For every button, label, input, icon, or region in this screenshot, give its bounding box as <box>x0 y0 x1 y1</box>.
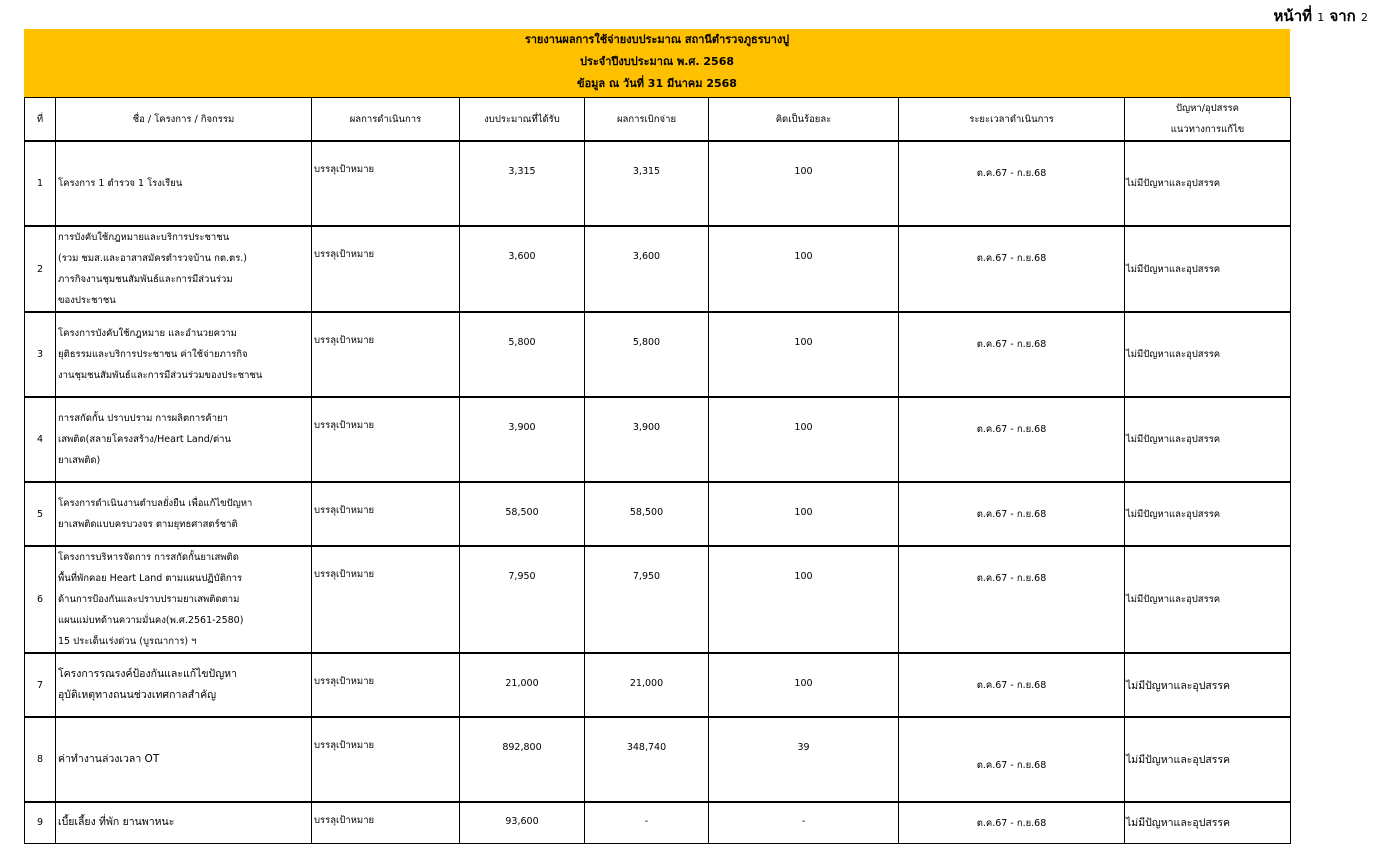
row-percent <box>709 717 899 802</box>
row-period-text: ต.ค.67 - ก.ย.68 <box>976 680 1047 691</box>
row-spent <box>585 546 709 653</box>
page-indicator <box>1274 4 1368 28</box>
table-row <box>25 717 1291 802</box>
data-as-of-date: ข้อมูล ณ วันที่ 31 มีนาคม 2568 <box>577 77 737 90</box>
row-name-line: โครงการ 1 ตำรวจ 1 โรงเรียน <box>58 178 183 189</box>
row-spent-text: 3,600 <box>632 251 661 262</box>
row-percent-text: 100 <box>794 422 813 433</box>
row-period-text: ต.ค.67 - ก.ย.68 <box>976 424 1047 435</box>
row-budget-text: 58,500 <box>505 507 539 518</box>
row-name <box>56 546 312 653</box>
table-row <box>25 482 1291 546</box>
row-name <box>56 482 312 546</box>
page-label: หน้าที่ <box>1273 7 1312 25</box>
row-spent <box>585 717 709 802</box>
row-budget <box>460 482 585 546</box>
row-result <box>312 546 460 653</box>
page-current: 1 <box>1317 11 1325 24</box>
report-banner <box>24 29 1290 97</box>
row-problem <box>1125 546 1291 653</box>
row-no-text: 9 <box>36 817 44 829</box>
row-problem-text: ไม่มีปัญหาและอุปสรรค <box>1126 817 1231 830</box>
row-period <box>899 312 1125 397</box>
row-budget-text: 5,800 <box>508 337 536 348</box>
row-name-line: เสพติด(สลายโครงสร้าง/Heart Land/ต่าน <box>58 434 231 445</box>
row-name-line: ค่าทำงานล่วงเวลา OT <box>58 753 160 765</box>
row-result-text: บรรลุเป้าหมาย <box>314 815 375 826</box>
header-name: ชื่อ / โครงการ / กิจกรรม <box>56 98 312 142</box>
row-budget-text: 93,600 <box>505 816 539 827</box>
row-problem-text: ไม่มีปัญหาและอุปสรรค <box>1126 178 1221 189</box>
row-problem <box>1125 482 1291 546</box>
row-period <box>899 546 1125 653</box>
row-budget-text: 21,000 <box>505 678 539 689</box>
row-name-line: เบี้ยเลี้ยง ที่พัก ยานพาหนะ <box>58 816 175 829</box>
header-no: ที่ <box>25 98 56 142</box>
table-row <box>25 653 1291 717</box>
row-period <box>899 397 1125 482</box>
row-percent-text: 100 <box>794 507 813 518</box>
row-name-line: งานชุมชนสัมพันธ์และการมีส่วนร่วมของประชาชน <box>58 370 263 381</box>
table-row <box>25 226 1291 312</box>
row-problem <box>1125 397 1291 482</box>
row-no <box>25 141 56 226</box>
row-problem-text: ไม่มีปัญหาและอุปสรรค <box>1126 263 1221 275</box>
row-period <box>899 226 1125 312</box>
row-spent <box>585 226 709 312</box>
row-budget <box>460 802 585 843</box>
row-no-text: 4 <box>36 434 44 445</box>
row-budget-text: 3,315 <box>508 166 536 177</box>
row-no <box>25 653 56 717</box>
row-name-line: ยาเสพติด) <box>58 455 101 466</box>
row-name-line: ด้านการป้องกันและปราบปรามยาเสพติดตาม <box>58 594 240 605</box>
row-name <box>56 226 312 312</box>
budget-report-table <box>24 97 1291 844</box>
row-problem-text: ไม่มีปัญหาและอุปสรรค <box>1126 679 1231 692</box>
row-no-text: 5 <box>36 508 44 520</box>
row-result-text: บรรลุเป้าหมาย <box>314 420 375 431</box>
table-row <box>25 546 1291 653</box>
row-spent-text: 5,800 <box>632 337 661 348</box>
table-row <box>25 802 1291 843</box>
row-percent-text: 100 <box>794 337 813 348</box>
row-problem-text: ไม่มีปัญหาและอุปสรรค <box>1126 349 1221 360</box>
row-result-text: บรรลุเป้าหมาย <box>314 164 375 175</box>
row-budget-text: 892,800 <box>502 742 542 753</box>
row-problem-text: ไม่มีปัญหาและอุปสรรค <box>1126 754 1231 766</box>
row-spent-text: 348,740 <box>626 742 667 753</box>
row-result <box>312 717 460 802</box>
row-result <box>312 397 460 482</box>
row-spent-text: 58,500 <box>629 507 664 518</box>
row-problem <box>1125 141 1291 226</box>
row-spent <box>585 482 709 546</box>
table-row <box>25 397 1291 482</box>
row-spent-text: 3,900 <box>632 422 661 433</box>
row-result <box>312 653 460 717</box>
header-budget: งบประมาณที่ได้รับ <box>460 98 585 142</box>
row-name-line: โครงการดำเนินงานตำบลยั่งยืน เพื่อแก้ไขปัญหา <box>58 498 253 509</box>
row-period <box>899 717 1125 802</box>
row-percent <box>709 546 899 653</box>
row-name-line: ของประชาชน <box>58 295 116 306</box>
row-result <box>312 802 460 843</box>
row-problem <box>1125 653 1291 717</box>
row-no <box>25 226 56 312</box>
row-name-line: ยาเสพติดแบบครบวงจร ตามยุทธศาสตร์ชาติ <box>58 519 238 530</box>
row-result-text: บรรลุเป้าหมาย <box>314 676 375 687</box>
row-no-text: 3 <box>36 349 44 360</box>
row-problem-text: ไม่มีปัญหาและอุปสรรค <box>1126 508 1221 520</box>
row-spent-text: 21,000 <box>629 678 664 689</box>
row-period <box>899 653 1125 717</box>
row-percent <box>709 802 899 843</box>
row-problem <box>1125 312 1291 397</box>
row-spent <box>585 653 709 717</box>
row-period-text: ต.ค.67 - ก.ย.68 <box>976 760 1047 771</box>
row-no-text: 1 <box>36 178 44 189</box>
row-period <box>899 802 1125 843</box>
row-result <box>312 482 460 546</box>
fiscal-year: ประจำปีงบประมาณ พ.ศ. 2568 <box>579 55 735 68</box>
row-percent <box>709 482 899 546</box>
header-spent: ผลการเบิกจ่าย <box>585 98 709 142</box>
row-problem <box>1125 717 1291 802</box>
row-period-text: ต.ค.67 - ก.ย.68 <box>976 339 1047 350</box>
row-name-line: การบังคับใช้กฎหมายและบริการประชาชน <box>58 232 230 243</box>
row-name <box>56 717 312 802</box>
row-percent-text: 100 <box>794 251 813 262</box>
row-spent <box>585 397 709 482</box>
row-no <box>25 546 56 653</box>
row-name-line: การสกัดกั้น ปราบปราม การผลิตการค้ายา <box>58 413 228 424</box>
row-percent <box>709 141 899 226</box>
row-result-text: บรรลุเป้าหมาย <box>314 569 375 580</box>
row-name <box>56 312 312 397</box>
row-percent <box>709 226 899 312</box>
row-period <box>899 482 1125 546</box>
row-name <box>56 653 312 717</box>
row-name-line: ยุติธรรมและบริการประชาชน ค่าใช้จ่ายภารกิจ <box>58 349 248 360</box>
row-result-text: บรรลุเป้าหมาย <box>314 505 375 516</box>
row-budget <box>460 653 585 717</box>
row-result <box>312 226 460 312</box>
row-name-line: ภารกิจงานชุมชนสัมพันธ์และการมีส่วนร่วม <box>58 274 233 285</box>
row-period-text: ต.ค.67 - ก.ย.68 <box>976 168 1047 179</box>
header-percent: คิดเป็นร้อยละ <box>709 98 899 142</box>
row-spent <box>585 802 709 843</box>
row-budget-text: 7,950 <box>508 571 536 582</box>
row-result-text: บรรลุเป้าหมาย <box>314 335 375 346</box>
row-period-text: ต.ค.67 - ก.ย.68 <box>976 253 1047 264</box>
row-budget-text: 3,900 <box>508 422 536 433</box>
row-budget <box>460 226 585 312</box>
row-percent-text: 100 <box>794 166 813 177</box>
header-problem-line2: แนวทางการแก้ไข <box>1170 124 1245 135</box>
row-no-text: 2 <box>36 263 44 275</box>
row-name-line: โครงการรณรงค์ป้องกันและแก้ไขปัญหา <box>58 668 237 680</box>
header-result: ผลการดำเนินการ <box>312 98 460 142</box>
row-problem <box>1125 226 1291 312</box>
row-name <box>56 802 312 843</box>
row-no <box>25 312 56 397</box>
row-budget <box>460 397 585 482</box>
row-period <box>899 141 1125 226</box>
row-percent-text: 100 <box>794 678 813 689</box>
row-percent <box>709 653 899 717</box>
row-period-text: ต.ค.67 - ก.ย.68 <box>976 509 1047 520</box>
row-name-line: อุบัติเหตุทางถนนช่วงเทศกาลสำคัญ <box>58 689 217 701</box>
row-no-text: 6 <box>36 594 44 605</box>
row-percent-text: 39 <box>797 742 810 753</box>
row-spent-text: - <box>644 816 649 827</box>
row-result <box>312 141 460 226</box>
row-spent <box>585 312 709 397</box>
row-spent-text: 3,315 <box>632 166 661 177</box>
row-no-text: 7 <box>36 679 44 691</box>
row-no-text: 8 <box>36 754 44 765</box>
row-name-line: พื้นที่พักคอย Heart Land ตามแผนปฏิบัติการ <box>58 573 243 584</box>
table-body <box>25 141 1291 843</box>
row-result-text: บรรลุเป้าหมาย <box>314 249 375 260</box>
row-budget <box>460 546 585 653</box>
row-budget <box>460 312 585 397</box>
row-no <box>25 482 56 546</box>
header-row <box>25 98 1291 142</box>
row-budget <box>460 717 585 802</box>
row-name <box>56 397 312 482</box>
row-name-line: แผนแม่บทด้านความมั่นคง(พ.ศ.2561-2580) <box>58 615 244 626</box>
row-no <box>25 717 56 802</box>
row-name <box>56 141 312 226</box>
page-total: 2 <box>1361 11 1368 24</box>
row-name-line: โครงการบริหารจัดการ การสกัดกั้นยาเสพติด <box>58 552 239 563</box>
report-title: รายงานผลการใช้จ่ายงบประมาณ สถานีตำรวจภูธรบางปู <box>524 33 790 46</box>
row-budget-text: 3,600 <box>508 251 536 262</box>
row-period-text: ต.ค.67 - ก.ย.68 <box>976 573 1047 584</box>
row-problem <box>1125 802 1291 843</box>
row-no <box>25 802 56 843</box>
row-no <box>25 397 56 482</box>
row-percent <box>709 312 899 397</box>
table-row <box>25 312 1291 397</box>
row-percent-text: - <box>801 816 806 827</box>
row-problem-text: ไม่มีปัญหาและอุปสรรค <box>1126 594 1221 605</box>
row-budget <box>460 141 585 226</box>
row-spent <box>585 141 709 226</box>
row-result <box>312 312 460 397</box>
row-result-text: บรรลุเป้าหมาย <box>314 740 375 751</box>
header-problem-line1: ปัญหา/อุปสรรค <box>1175 103 1240 114</box>
header-period: ระยะเวลาดำเนินการ <box>899 98 1125 142</box>
row-name-line: โครงการบังคับใช้กฎหมาย และอำนวยความ <box>58 328 237 339</box>
row-percent <box>709 397 899 482</box>
header-problem <box>1125 98 1291 142</box>
page-separator: จาก <box>1329 7 1356 25</box>
row-period-text: ต.ค.67 - ก.ย.68 <box>976 818 1047 829</box>
row-spent-text: 7,950 <box>632 571 661 582</box>
row-name-line: (รวม ชมส.และอาสาสมัครตำรวจบ้าน กต.ตร.) <box>58 253 248 264</box>
row-problem-text: ไม่มีปัญหาและอุปสรรค <box>1126 434 1221 445</box>
row-name-line: 15 ประเด็นเร่งด่วน (บูรณาการ) ฯ <box>58 636 197 647</box>
table-row <box>25 141 1291 226</box>
row-percent-text: 100 <box>794 571 813 582</box>
